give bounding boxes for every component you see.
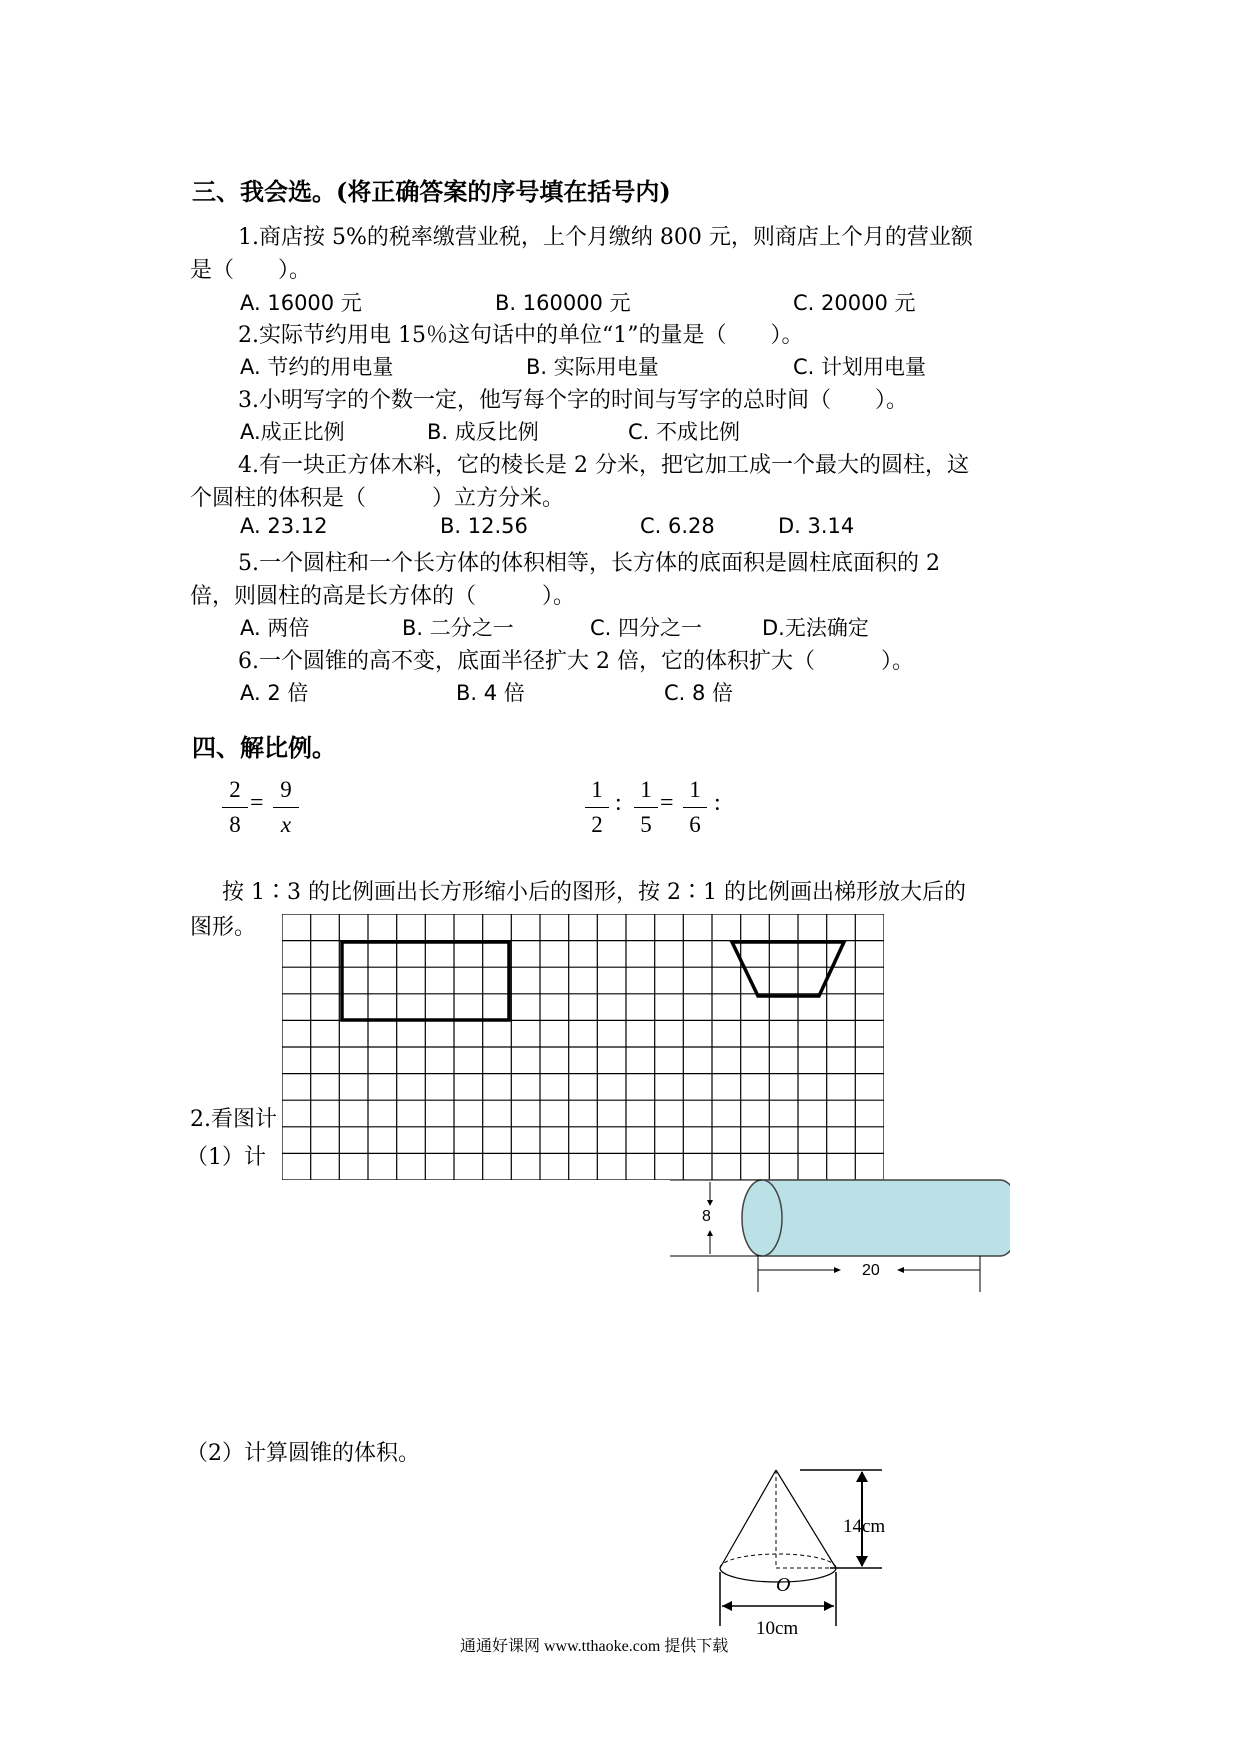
cone-diameter-label: 10cm bbox=[756, 1618, 799, 1639]
part2-q2: （2）计算圆锥的体积。 bbox=[186, 1441, 420, 1466]
q6-line1: 6.一个圆锥的高不变，底面半径扩大 2 倍，它的体积扩大（ ）。 bbox=[238, 649, 914, 674]
q4-option-b: B. 12.56 bbox=[440, 514, 528, 538]
eq2-fraction-1 bbox=[585, 775, 609, 840]
fraction-bar bbox=[222, 807, 248, 808]
eq1-fraction-left bbox=[222, 775, 248, 840]
footer-text: 通通好课网 www.tthaoke.com 提供下载 bbox=[460, 1638, 729, 1655]
fraction-bar bbox=[585, 807, 609, 808]
q5-line1: 5.一个圆柱和一个长方体的体积相等，长方体的底面积是圆柱底面积的 2 bbox=[238, 551, 940, 576]
q5-option-a: A. 两倍 bbox=[240, 616, 310, 640]
eq2-numerator-1: 1 bbox=[591, 777, 603, 802]
section4-title: 四、解比例。 bbox=[192, 733, 336, 762]
equals-sign: = bbox=[660, 790, 674, 816]
eq2-numerator-3: 1 bbox=[689, 777, 701, 802]
q2-option-b: B. 实际用电量 bbox=[526, 355, 659, 379]
q1-option-b: B. 160000 元 bbox=[495, 291, 631, 315]
cylinder-height-label: 8 bbox=[702, 1208, 711, 1225]
ratio-colon: : bbox=[714, 790, 721, 816]
draw-instruction-line2: 图形。 bbox=[190, 915, 257, 940]
section3-title: 三、我会选。(将正确答案的序号填在括号内) bbox=[192, 177, 671, 206]
q1-option-c: C. 20000 元 bbox=[793, 291, 916, 315]
eq2-denominator-2: 5 bbox=[640, 812, 652, 837]
q3-option-b: B. 成反比例 bbox=[427, 420, 539, 444]
part2-title: 2.看图计 bbox=[190, 1107, 277, 1132]
eq1-numerator-right: 9 bbox=[280, 777, 292, 802]
q6-option-a: A. 2 倍 bbox=[240, 681, 309, 705]
eq2-fraction-3 bbox=[683, 775, 707, 840]
cylinder-body bbox=[762, 1180, 1010, 1256]
eq2-denominator-3: 6 bbox=[689, 812, 701, 837]
part2-q1: （1）计 bbox=[186, 1145, 266, 1170]
q4-line2: 个圆柱的体积是（ ）立方分米。 bbox=[190, 486, 565, 511]
q5-option-c: C. 四分之一 bbox=[590, 616, 703, 640]
eq1-denominator-left: 8 bbox=[229, 812, 241, 837]
fraction-bar bbox=[634, 807, 658, 808]
q5-line2: 倍，则圆柱的高是长方体的（ ）。 bbox=[190, 584, 576, 609]
q2-line1: 2.实际节约用电 15％这句话中的单位“1”的量是（ ）。 bbox=[238, 323, 804, 348]
q4-option-c: C. 6.28 bbox=[640, 514, 715, 538]
ratio-colon: : bbox=[615, 790, 622, 816]
q1-line1: 1.商店按 5%的税率缴营业税，上个月缴纳 800 元，则商店上个月的营业额 bbox=[238, 225, 973, 250]
q3-option-c: C. 不成比例 bbox=[628, 420, 741, 444]
q6-option-b: B. 4 倍 bbox=[456, 681, 525, 705]
q2-option-a: A. 节约的用电量 bbox=[240, 355, 394, 379]
eq2-numerator-2: 1 bbox=[640, 777, 652, 802]
fraction-bar bbox=[273, 807, 299, 808]
eq1-fraction-right bbox=[273, 775, 299, 840]
cylinder-end bbox=[742, 1180, 782, 1256]
q4-option-a: A. 23.12 bbox=[240, 514, 328, 538]
cone-height-label: 14cm bbox=[843, 1516, 886, 1537]
fraction-bar bbox=[683, 807, 707, 808]
eq2-denominator-1: 2 bbox=[591, 812, 603, 837]
q6-option-c: C. 8 倍 bbox=[664, 681, 734, 705]
q5-option-b: B. 二分之一 bbox=[402, 616, 514, 640]
q3-line1: 3.小明写字的个数一定，他写每个字的时间与写字的总时间（ ）。 bbox=[238, 388, 908, 413]
drawing-grid bbox=[282, 914, 884, 1180]
cylinder-length-label: 20 bbox=[862, 1262, 880, 1279]
draw-instruction-line1: 按 1∶3 的比例画出长方形缩小后的图形，按 2∶1 的比例画出梯形放大后的 bbox=[222, 880, 966, 905]
eq1-numerator-left: 2 bbox=[229, 777, 241, 802]
q3-option-a: A.成正比例 bbox=[240, 420, 345, 444]
cone-figure bbox=[700, 1466, 910, 1636]
eq2-fraction-2 bbox=[634, 775, 658, 840]
q5-option-d: D.无法确定 bbox=[762, 616, 869, 640]
cone-center-label: O bbox=[776, 1574, 791, 1596]
q1-option-a: A. 16000 元 bbox=[240, 291, 362, 315]
q4-option-d: D. 3.14 bbox=[778, 514, 855, 538]
q2-option-c: C. 计划用电量 bbox=[793, 355, 927, 379]
equals-sign: = bbox=[250, 790, 264, 816]
q1-line2: 是（ ）。 bbox=[190, 258, 312, 283]
cylinder-figure bbox=[670, 1174, 1010, 1304]
eq1-denominator-right: x bbox=[280, 812, 292, 837]
q4-line1: 4.有一块正方体木料，它的棱长是 2 分米，把它加工成一个最大的圆柱，这 bbox=[238, 453, 969, 478]
